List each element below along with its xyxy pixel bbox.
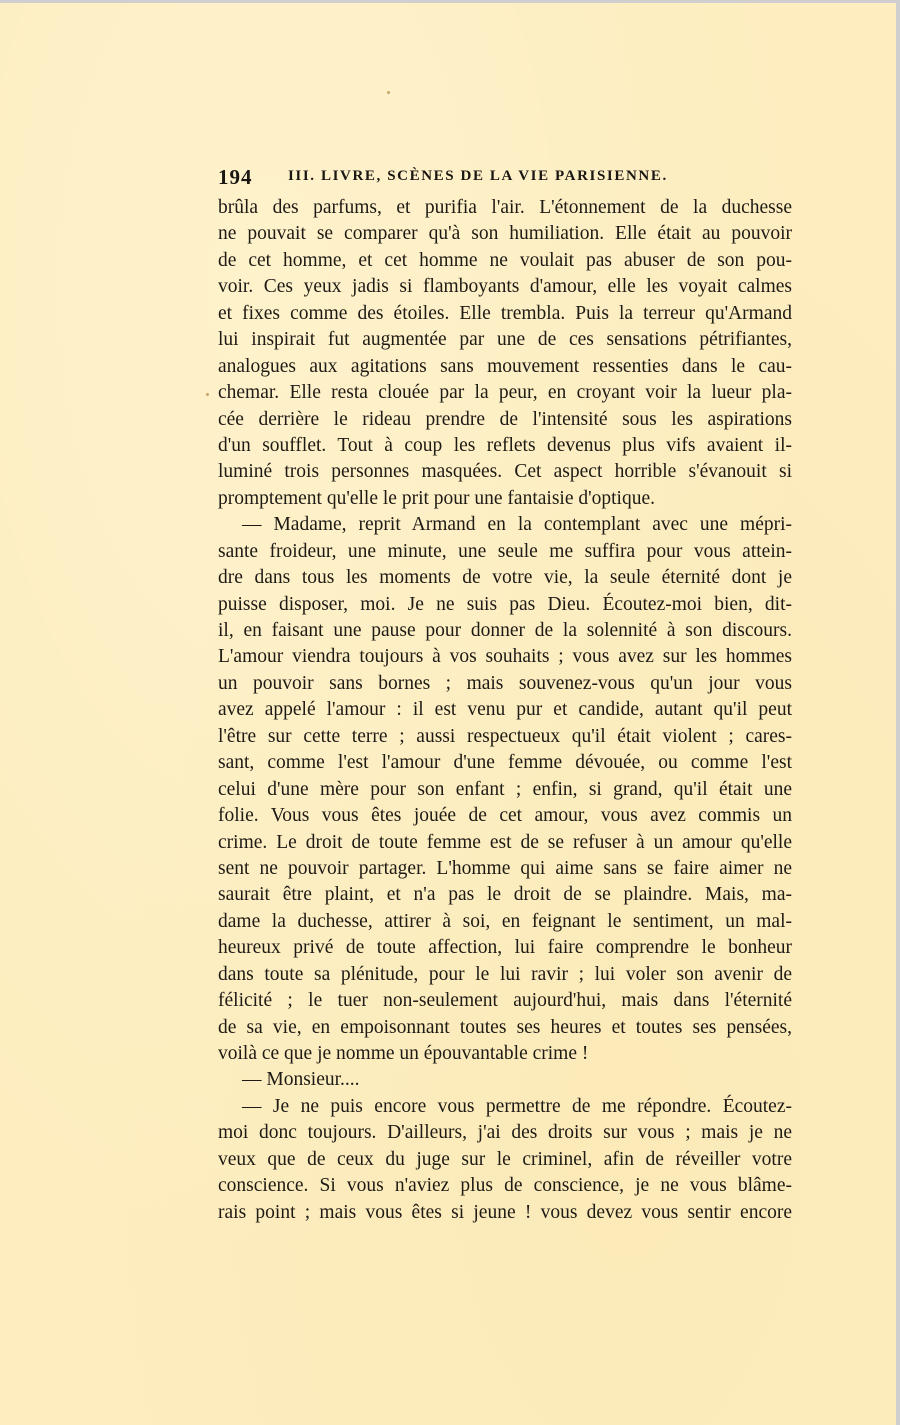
text-line: — Monsieur.... — [242, 1069, 360, 1091]
text-line: sent ne pouvoir partager. L'homme qui aime sans se faire aimer ne — [218, 857, 792, 879]
text-line: — Madame, reprit Armand en la contemplant avec une mépri- — [242, 514, 792, 536]
text-line: luminé trois personnes masquées. Cet aspect horrible s'évanouit si — [218, 461, 792, 483]
text-line: il, en faisant une pause pour donner de la solennité à son discours. — [218, 620, 792, 641]
text-line: cée derrière le rideau prendre de l'intensité sous les aspirations — [218, 408, 792, 430]
text-line: de cet homme, et cet homme ne voulait pas abuser de son pou- — [218, 249, 792, 271]
text-line: et fixes comme des étoiles. Elle trembla. Puis la terreur qu'Armand — [218, 302, 792, 324]
text-line: lui inspirait fut augmentée par une de ces sensations pétrifiantes, — [218, 329, 792, 351]
text-line: veux que de ceux du juge sur le criminel, afin de réveiller votre — [218, 1148, 792, 1170]
text-line: l'être sur cette terre ; aussi respectueux qu'il était violent ; cares- — [218, 725, 792, 747]
text-line: dans toute sa plénitude, pour le lui ravir ; lui voler son avenir de — [218, 963, 792, 985]
text-line: promptement qu'elle le prit pour une fantaisie d'optique. — [218, 487, 655, 509]
paper-speck — [206, 393, 209, 396]
body-text — [218, 195, 792, 1226]
text-line: L'amour viendra toujours à vos souhaits ; vous avez sur les hommes — [218, 646, 792, 668]
text-line: dame la duchesse, attirer à soi, en feignant le sentiment, un mal- — [218, 910, 792, 932]
text-line: moi donc toujours. D'ailleurs, j'ai des droits sur vous ; mais je ne — [218, 1122, 792, 1144]
text-line: dre dans tous les moments de votre vie, la seule éternité dont je — [218, 567, 792, 589]
text-line: celui d'une mère pour son enfant ; enfin, si grand, qu'il était une — [218, 778, 792, 800]
text-line: folie. Vous vous êtes jouée de cet amour, vous avez commis un — [218, 805, 792, 827]
text-line: sant, comme l'est l'amour d'une femme dévouée, ou comme l'est — [218, 752, 792, 774]
book-page — [0, 3, 896, 1425]
text-line: rais point ; mais vous êtes si jeune ! vous devez vous sentir encore — [218, 1201, 792, 1223]
text-line: félicité ; le tuer non-seulement aujourd'hui, mais dans l'éternité — [218, 990, 792, 1012]
text-line: puisse disposer, moi. Je ne suis pas Dieu. Écoutez-moi bien, dit- — [218, 593, 792, 615]
text-line: — Je ne puis encore vous permettre de me répondre. Écoutez- — [242, 1095, 792, 1117]
text-line: crime. Le droit de toute femme est de se refuser à un amour qu'elle — [218, 831, 792, 853]
text-line: brûla des parfums, et purifia l'air. L'étonnement de la duchesse — [218, 197, 792, 218]
text-line: chemar. Elle resta clouée par la peur, en croyant voir la lueur pla- — [218, 382, 792, 404]
text-line: voilà ce que je nomme un épouvantable crime ! — [218, 1043, 589, 1064]
text-line: voir. Ces yeux jadis si flamboyants d'amour, elle les voyait calmes — [218, 276, 792, 298]
paper-speck — [387, 91, 390, 94]
text-line: conscience. Si vous n'aviez plus de conscience, je ne vous blâme- — [218, 1175, 792, 1197]
running-head: III. LIVRE, SCÈNES DE LA VIE PARISIENNE. — [288, 168, 668, 184]
page-number: 194 — [218, 165, 253, 189]
text-line: de sa vie, en empoisonnant toutes ses heures et toutes ses pensées, — [218, 1016, 792, 1038]
text-line: d'un soufflet. Tout à coup les reflets devenus plus vifs avaient il- — [218, 434, 792, 456]
text-line: avez appelé l'amour : il est venu pur et candide, autant qu'il peut — [218, 699, 792, 721]
text-line: ne pouvait se comparer qu'à son humiliation. Elle était au pouvoir — [218, 223, 792, 245]
text-line: analogues aux agitations sans mouvement ressenties dans le cau- — [218, 355, 792, 377]
text-line: heureux privé de toute affection, lui faire comprendre le bonheur — [218, 937, 792, 959]
text-line: un pouvoir sans bornes ; mais souvenez-vous qu'un jour vous — [218, 672, 792, 694]
text-line: saurait être plaint, et n'a pas le droit de se plaindre. Mais, ma- — [218, 884, 792, 906]
text-line: sante froideur, une minute, une seule me suffira pour vous attein- — [218, 540, 792, 562]
